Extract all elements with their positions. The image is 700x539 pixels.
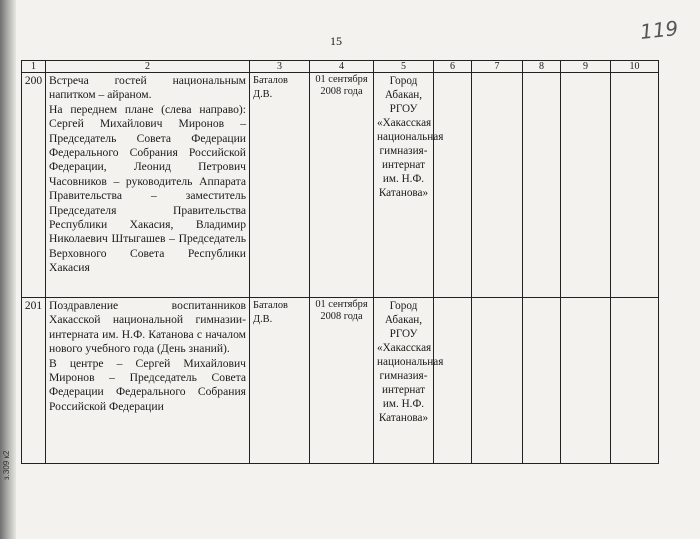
record-description	[46, 73, 250, 298]
column-header: 4	[310, 61, 374, 73]
empty-cell	[611, 298, 659, 464]
empty-cell	[434, 298, 472, 464]
empty-cell	[561, 298, 611, 464]
description-paragraph: Встреча гостей национальным напитком – айраном.	[49, 74, 246, 102]
table-row	[22, 298, 659, 464]
column-header: 9	[561, 61, 611, 73]
empty-cell	[523, 298, 561, 464]
column-header: 3	[250, 61, 310, 73]
column-header: 6	[434, 61, 472, 73]
empty-cell	[434, 73, 472, 298]
record-place: Город Абакан, РГОУ «Хакасская национальная гимназия-интернат им. Н.Ф. Катанова»	[374, 298, 434, 464]
record-description	[46, 298, 250, 464]
empty-cell	[611, 73, 659, 298]
record-date: 01 сентября 2008 года	[310, 73, 374, 298]
empty-cell	[523, 73, 561, 298]
inventory-table	[21, 60, 659, 464]
column-header: 7	[472, 61, 523, 73]
record-author: Баталов Д.В.	[250, 73, 310, 298]
handwritten-sheet-number: 119	[638, 16, 680, 44]
record-place: Город Абакан, РГОУ «Хакасская национальная гимназия-интернат им. Н.Ф. Катанова»	[374, 73, 434, 298]
column-header: 8	[523, 61, 561, 73]
column-header: 5	[374, 61, 434, 73]
column-header: 10	[611, 61, 659, 73]
table-header-row	[22, 61, 659, 73]
empty-cell	[561, 73, 611, 298]
record-author: Баталов Д.В.	[250, 298, 310, 464]
description-paragraph: Поздравление воспитанников Хакасской национальной гимназии-интерната им. Н.Ф. Катанова с началом нового учебного года (День знаний).	[49, 299, 246, 356]
footer-code: з.309 к2	[2, 450, 11, 480]
record-number: 201	[22, 298, 46, 464]
empty-cell	[472, 298, 523, 464]
record-date: 01 сентября 2008 года	[310, 298, 374, 464]
empty-cell	[472, 73, 523, 298]
page-number: 15	[330, 34, 342, 48]
table-row	[22, 73, 659, 298]
column-header: 1	[22, 61, 46, 73]
description-paragraph: На переднем плане (слева направо): Сергей Михайлович Миронов – Председатель Совета Федерации Федерального Собрания Российской Федерации, Леонид Петрович Часовников – руководитель Аппарата Правительства – заместитель Председателя Правительства Республики Хакасия, Владимир Николаевич Штыгашев – Председатель Верховного Совета Республики Хакасия	[49, 102, 246, 275]
record-number: 200	[22, 73, 46, 298]
column-header: 2	[46, 61, 250, 73]
description-paragraph: В центре – Сергей Михайлович Миронов – Председатель Совета Федерации Федерального Собрания Российской Федерации	[49, 356, 246, 413]
